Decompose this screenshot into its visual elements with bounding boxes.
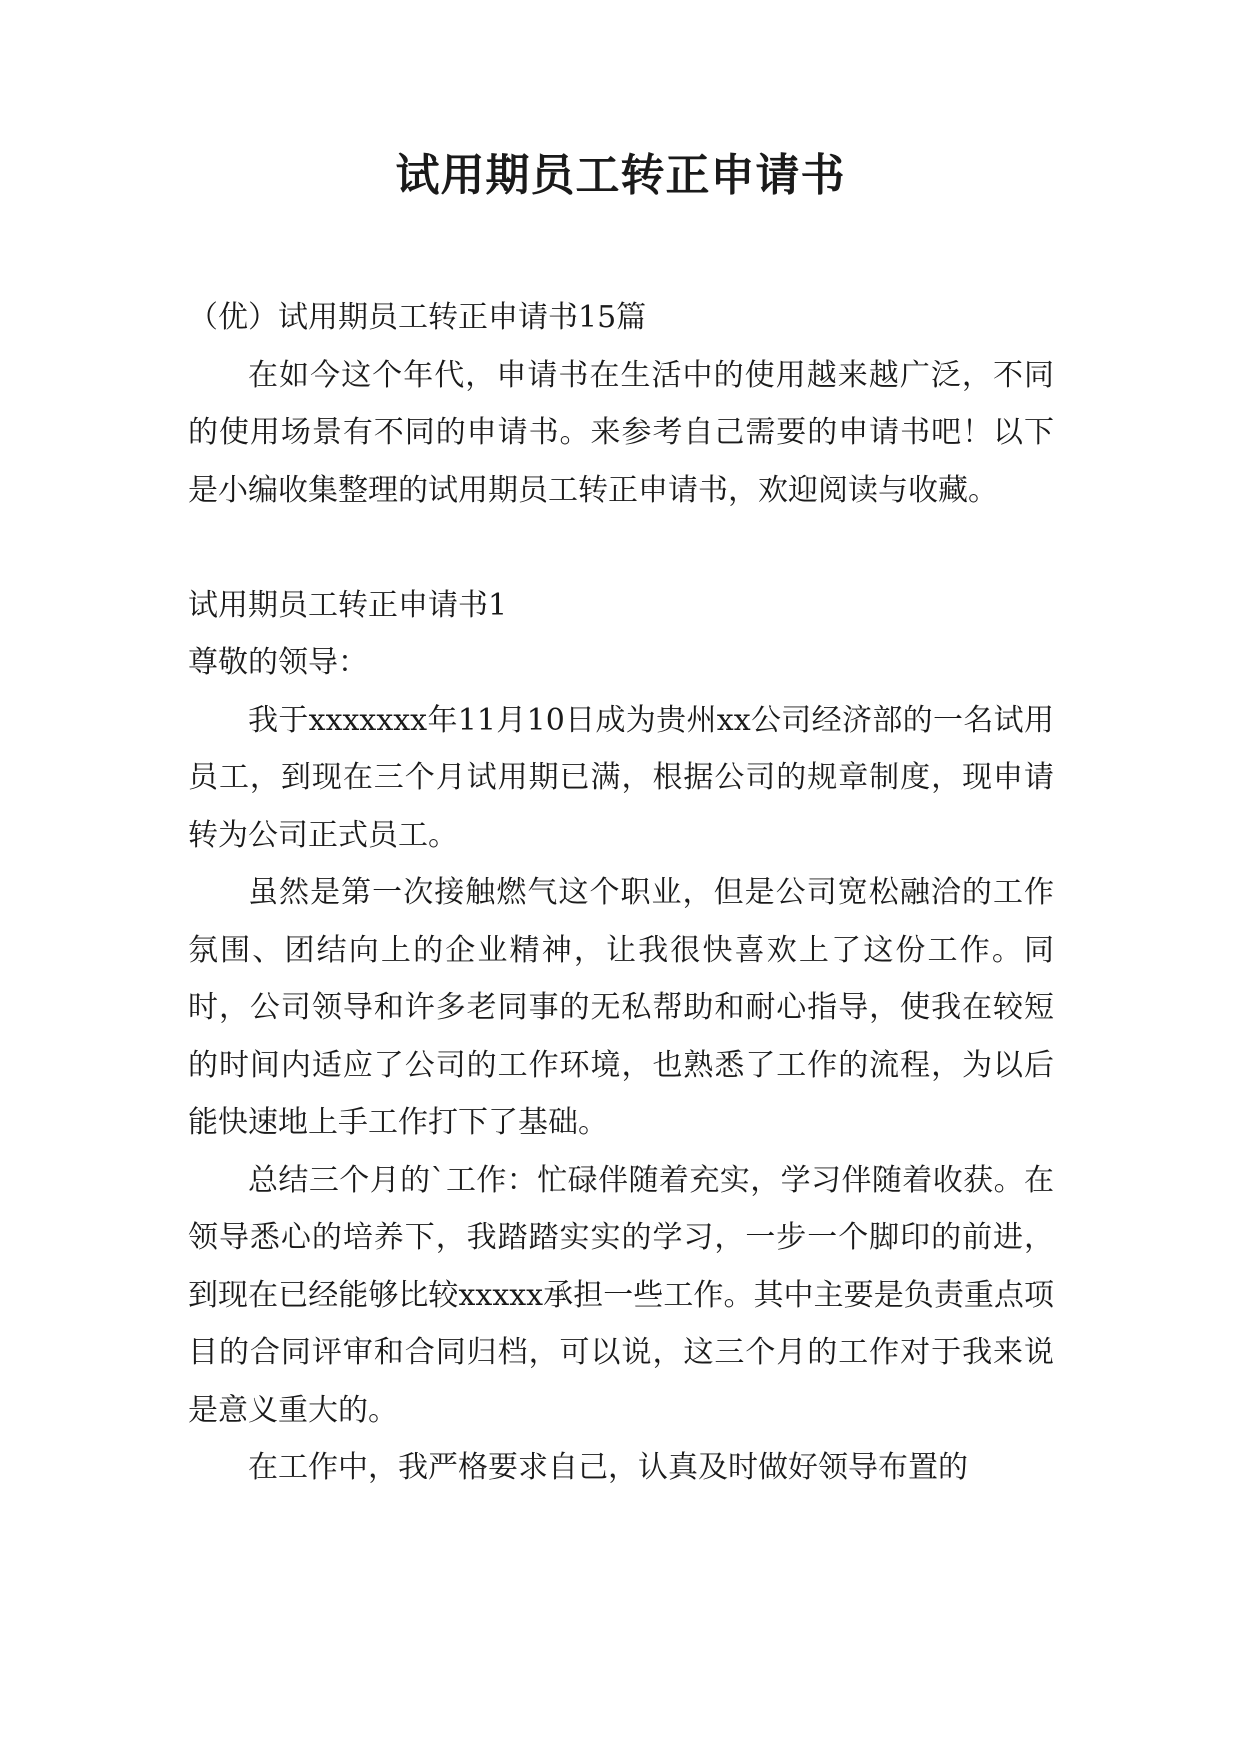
- salutation: 尊敬的领导：: [188, 645, 368, 680]
- body-paragraph: 总结三个月的`工作：忙碌伴随着充实，学习伴随着收获。在领导悉心的培养下，我踏踏实实的学习，一步一个脚印的前进，到现在已经能够比较xxxxx承担一些工作。其中主要是负责重点项目的合同评审和合同归档，可以说，这三个月的工作对于我来说是意义重大的。: [188, 1162, 1054, 1428]
- body-paragraph: 在工作中，我严格要求自己，认真及时做好领导布置的: [248, 1450, 968, 1485]
- document-title: 试用期员工转正申请书: [395, 150, 846, 201]
- intro-paragraph: 在如今这个年代，申请书在生活中的使用越来越广泛，不同的使用场景有不同的申请书。来参考自己需要的申请书吧！以下是小编收集整理的试用期员工转正申请书，欢迎阅读与收藏。: [188, 357, 1054, 508]
- paragraph-gap: [188, 519, 1054, 577]
- body-paragraph: 虽然是第一次接触燃气这个职业，但是公司宽松融洽的工作氛围、团结向上的企业精神，让我很快喜欢上了这份工作。同时，公司领导和许多老同事的无私帮助和耐心指导，使我在较短的时间内适应了公司的工作环境，也熟悉了工作的流程，为以后能快速地上手工作打下了基础。: [188, 875, 1054, 1140]
- section-heading: 试用期员工转正申请书1: [188, 587, 508, 623]
- document-subtitle: （优）试用期员工转正申请书15篇: [188, 300, 647, 335]
- body-paragraph: 我于xxxxxxx年11月10日成为贵州xx公司经济部的一名试用员工，到现在三个月试用期已满，根据公司的规章制度，现申请转为公司正式员工。: [188, 702, 1054, 853]
- document-body: [188, 289, 1054, 1497]
